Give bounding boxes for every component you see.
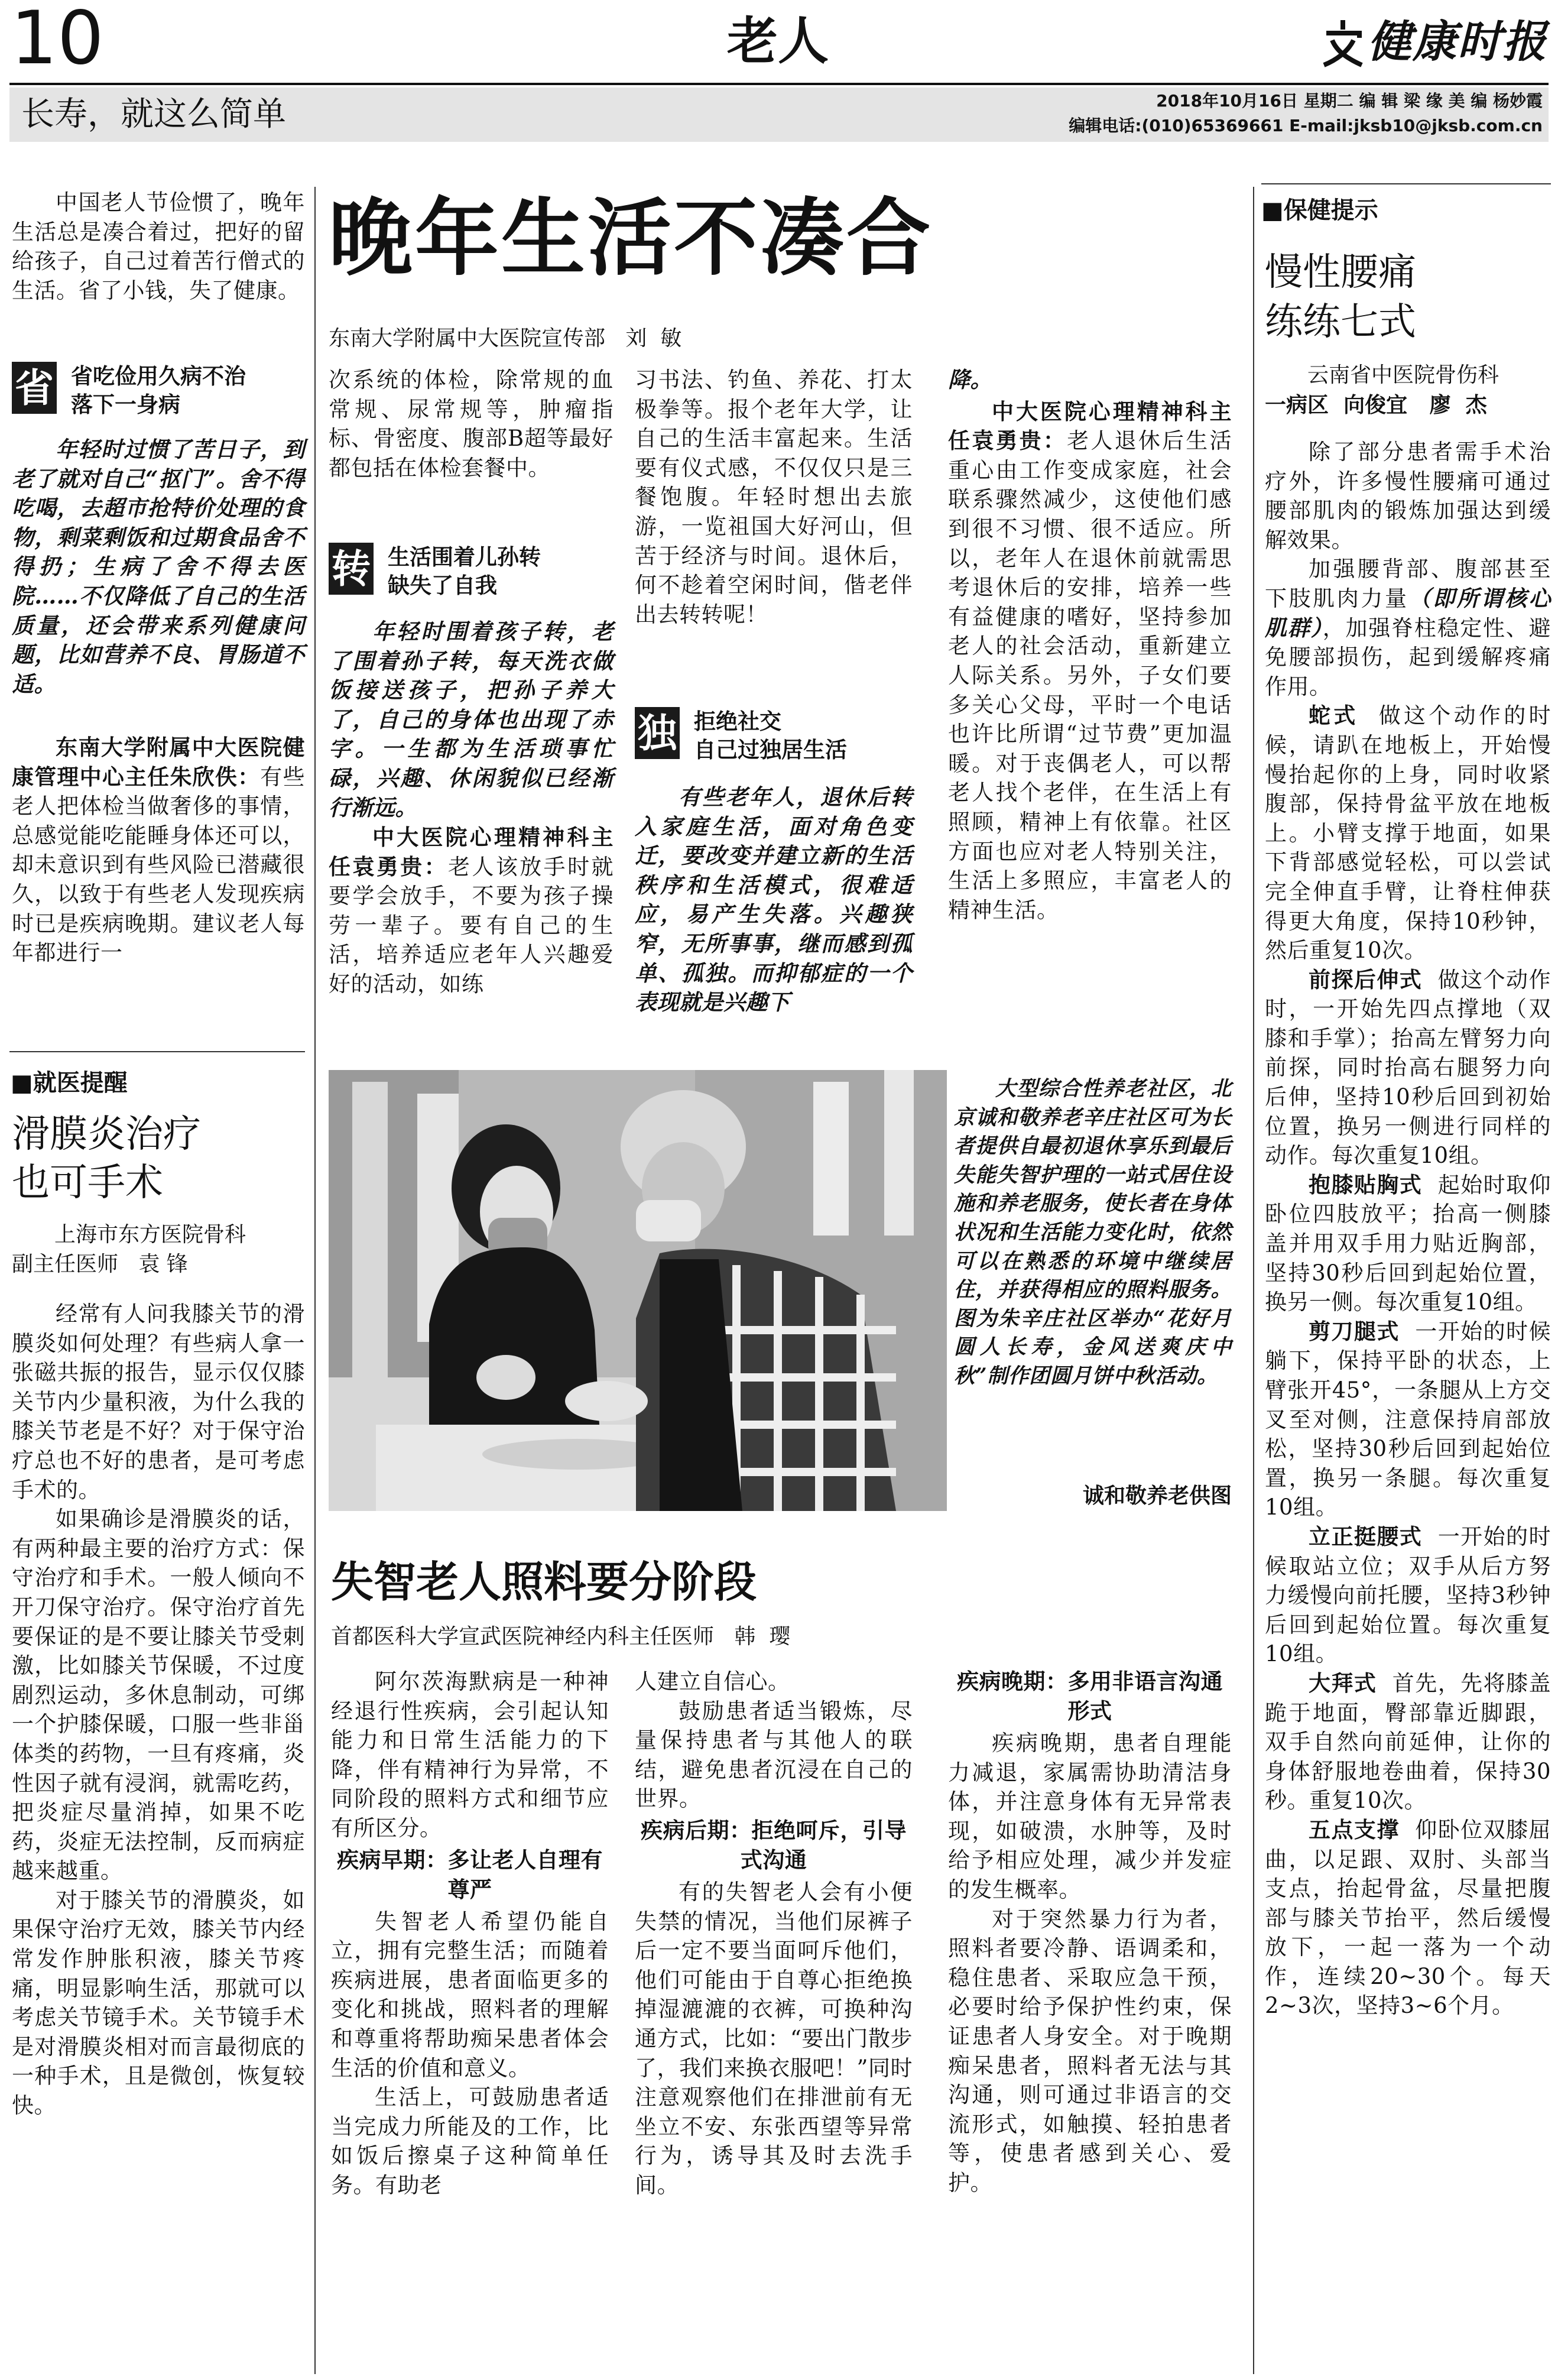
dementia-subhead-late: 疾病后期：拒绝呵斥，引导式沟通 bbox=[641, 1817, 907, 1873]
header-rule bbox=[9, 83, 1549, 85]
backpain-title-2: 练练七式 bbox=[1265, 300, 1416, 344]
expert-3-body: 老人退休后生活重心由工作变成家庭，社会联系骤然减少，这使他们感到很不习惯、很不适应。所以，老年人在退休前就需思考退休后的安排，培养一些有益健康的嗜好，坚持参加老人的社会活动，重新建立人际关系。另外，子女们要多关心父母，平时一个电话也许比所谓“过节费”更加温暖。对于丧偶老人，可以帮老人找个老伴，在生活上有照顾，精神上有依靠。社区方面也应对老人特别关注，生活上多照应，丰富老人的精神生活。 bbox=[948, 428, 1232, 923]
dementia-subhead-final: 疾病晚期：多用非语言沟通形式 bbox=[957, 1669, 1223, 1724]
section-divider bbox=[9, 1051, 305, 1052]
case-3-end: 降。 bbox=[948, 367, 992, 393]
expert-3-name: 中大医院心理精神科主任袁勇贵： bbox=[948, 398, 1232, 454]
backpain-body: 除了部分患者需手术治疗外，许多慢性腰痛可通过腰部肌肉的锻炼加强达到缓解效果。 加强腰背部、腹部甚至下肢肌肉力量（即所谓核心肌群），加强脊柱稳定性、避免腰部损伤，起到缓解疼痛作用。 蛇式 做这个动作的时候，请趴在地板上，开始慢慢抬起你的上身，同时收紧腹部，保持骨盆平放在地板上。小臂支撑于地面，如果下背部感觉轻松，可以尝试完全伸直手臂，让脊柱伸获得更大角度，保持10秒钟，然后重复10次。 前探后伸式 做这个动作时，一开始先四点撑地（双膝和手掌）；抬高左臂努力向前探，同时抬高右腿努力向后伸，坚持10秒后回到初始位置，换另一侧进行同样的动作。每次重复10组。 抱膝贴胸式 起始时取仰卧位四肢放平；抬高一侧膝盖并用双手用力贴近胸部，坚持30秒后回到起始位置，换另一侧。每次重复10组。 剪刀腿式 一开始的时候躺下，保持平卧的状态，上臂张开45°，一条腿从上方交叉至对侧，注意保持肩部放松，坚持30秒后回到起始位置，换另一条腿。每次重复10组。 立正挺腰式 一开始的时候取站立位；双手从后方努力缓慢向前托腰，坚持3秒钟后回到起始位置。每次重复10组。 大拜式 首先，先将膝盖跪于地面，臀部靠近脚跟，双手自然向前延伸，让你的身体舒服地卷曲着，保持30秒。重复10次。 五点支撑 仰卧位双膝屈曲，以足跟、双肘、头部当支点，抬起骨盆，尽量把腹部与膝关节抬平，然后缓慢放下，一起一落为一个动作，连续20~30个。每天2~3次，坚持3~6个月。 bbox=[1265, 439, 1551, 2019]
subhead-1-line-2: 落下一身病 bbox=[71, 392, 180, 417]
subhead-2 bbox=[329, 543, 614, 599]
subhead-1 bbox=[12, 362, 305, 419]
expert-1 bbox=[12, 733, 305, 968]
intro-paragraph: 中国老人节俭惯了，晚年生活总是凑合着过，把好的留给孩子，自己过着苦行僧式的生活。省了小钱，失了健康。 bbox=[12, 190, 305, 303]
dementia-col-3: 疾病晚期：多用非语言沟通形式 疾病晚期，患者自理能力减退，家属需协助清洁身体，并注意身体有无异常表现，如破溃，水肿等，及时给予相应处理，减少并发症的发生概率。 对于突然暴力行为者，照料者要冷静、语调柔和，稳住患者、采取应急干预，必要时给予保护性约束，保证患者人身安全。对于晚期痴呆患者，照料者无法与其沟通，则可通过非语言的交流形式，如触摸、轻拍患者等，使患者感到关心、爱护。 bbox=[948, 1667, 1232, 2198]
column-tagline: 长寿，就这么简单 bbox=[21, 95, 286, 134]
subhead-2-line-2: 缺失了自我 bbox=[388, 573, 497, 598]
tag-medical-tips: ■就医提醒 bbox=[11, 1069, 128, 1097]
column-rule bbox=[314, 187, 316, 2374]
badge-sheng: 省 bbox=[12, 362, 57, 414]
case-3: 有些老年人，退休后转入家庭生活，面对角色变迁，要改变并建立新的生活秩序和生活模式，很难适应，易产生失落。兴趣狭窄，无所事事，继而感到孤单、孤独。而抑郁症的一个表现就是兴趣下 bbox=[635, 784, 913, 1016]
synovitis-title-2: 也可手术 bbox=[12, 1161, 163, 1205]
section-divider bbox=[1261, 183, 1551, 184]
dementia-subhead-early: 疾病早期：多让老人自理有尊严 bbox=[337, 1847, 603, 1902]
column-rule bbox=[1253, 187, 1254, 2374]
move-name: 五点支撑 bbox=[1309, 1816, 1400, 1843]
main-byline: 东南大学附属中大医院宣传部 刘 敏 bbox=[329, 326, 682, 351]
photo-credit: 诚和敬养老供图 bbox=[1082, 1483, 1232, 1508]
photo-caption: 大型综合性养老社区，北京诚和敬养老辛庄社区可为长者提供自最初退休享乐到最后失能失智护理的一站式居住设施和养老服务，使长者在身体状况和生活能力变化时，依然可以在熟悉的环境中继续居住，并获得相应的照料服务。图为朱辛庄社区举办“花好月圆人长寿，金风送爽庆中秋”制作团圆月饼中秋活动。 bbox=[954, 1076, 1232, 1388]
move-name: 抱膝贴胸式 bbox=[1309, 1171, 1423, 1198]
move-name: 立正挺腰式 bbox=[1309, 1523, 1423, 1549]
contact-line: 编辑电话:(010)65369661 E-mail:jksb10@jksb.com.cn bbox=[1069, 116, 1543, 135]
photo-illustration bbox=[329, 1070, 947, 1511]
case-2: 年轻时围着孩子转，老了围着孙子转，每天洗衣做饭接送孩子，把孙子养大了，自己的身体也出现了赤字。一生都为生活琐事忙碌，兴趣、休闲貌似已经渐行渐远。 bbox=[329, 618, 614, 821]
main-col-2-top: 次系统的体检，除常规的血常规、尿常规等，肿瘤指标、骨密度、腹部B超等最好都包括在体检套餐中。 bbox=[329, 367, 614, 481]
expert-1-name: 东南大学附属中大医院健康管理中心主任朱欣佚： bbox=[12, 734, 305, 790]
main-col-3-top: 习书法、钓鱼、养花、打太极拳等。报个老年大学，让自己的生活丰富起来。生活要有仪式感，不仅仅只是三餐饱腹。年轻时想出去旅游，一览祖国大好河山，但苦于经济与时间。退休后，何不趁着空闲时间，偕老伴出去转转呢！ bbox=[635, 367, 913, 627]
subhead-3-line-2: 自己过独居生活 bbox=[694, 737, 847, 763]
subhead-1-line-1: 省吃俭用久病不治 bbox=[71, 364, 246, 389]
synovitis-title-1: 滑膜炎治疗 bbox=[12, 1113, 201, 1156]
dementia-col-1: 阿尔茨海默病是一种神经退行性疾病，会引起认知能力和日常生活能力的下降，伴有精神行为异常，不同阶段的照料方式和细节应有所区分。 疾病早期：多让老人自理有尊严 失智老人希望仍能自立，拥有完整生活；而随着疾病进展，患者面临更多的变化和挑战，照料者的理解和尊重将帮助痴呆患者体会生活的价值和意义。 生活上，可鼓励患者适当完成力所能及的工作，比如饭后擦桌子这种简单任务。有助老 bbox=[331, 1669, 609, 2198]
backpain-byline-2: 一病区 向俊宜 廖 杰 bbox=[1265, 393, 1487, 417]
tag-health-tips: ■保健提示 bbox=[1261, 197, 1378, 224]
date-line: 2018年10月16日 星期二 编 辑 梁 缘 美 编 杨妙霞 bbox=[1156, 91, 1543, 111]
main-title: 晚年生活不凑合 bbox=[329, 189, 933, 287]
synovitis-body: 经常有人问我膝关节的滑膜炎如何处理？有些病人拿一张磁共振的报告，显示仅仅膝关节内少量积液，为什么我的膝关节老是不好？对于保守治疗总也不好的患者，是可考虑手术的。 如果确诊是滑膜炎的话，有两种最主要的治疗方式：保守治疗和手术。一般人倾向不开刀保守治疗。保守治疗首先要保证的是不要让膝关节受刺激，比如膝关节保暖，不过度剧烈运动，多休息制动，可绑一个护膝保暖，口服一些非甾体类的药物，一旦有疼痛，炎性因子就有浸润，就需吃药，把炎症尽量消掉，如果不吃药，炎症无法控制，反而病症越来越重。 对于膝关节的滑膜炎，如果保守治疗无效，膝关节内经常发作肿胀积液，膝关节疼痛，明显影响生活，那就可以考虑关节镜手术。关节镜手术是对滑膜炎相对而言最彻底的一种手术，且是微创，恢复较快。 bbox=[12, 1301, 305, 2119]
main-col-4 bbox=[948, 365, 1232, 925]
synovitis-byline-1: 上海市东方医院骨科 bbox=[54, 1223, 246, 1247]
masthead-icon bbox=[1319, 17, 1367, 70]
dementia-byline: 首都医科大学宣武医院神经内科主任医师 韩 璎 bbox=[331, 1625, 791, 1649]
move-name: 蛇式 bbox=[1309, 702, 1359, 729]
dementia-title: 失智老人照料要分阶段 bbox=[331, 1557, 757, 1607]
move-name: 剪刀腿式 bbox=[1309, 1318, 1400, 1344]
dementia-col-2: 人建立自信心。 鼓励患者适当锻炼，尽量保持患者与其他人的联结，避免患者沉浸在自己的世界。 疾病后期：拒绝呵斥，引导式沟通 有的失智老人会有小便失禁的情况，当他们尿裤子后一定不要当面呵斥他们，他们可能由于自尊心拒绝换掉湿漉漉的衣裤，可换种沟通方式，比如：“要出门散步了，我们来换衣服吧！”同时注意观察他们在排泄前有无坐立不安、东张西望等异常行为，诱导其及时去洗手间。 bbox=[635, 1669, 913, 2198]
badge-zhuan: 转 bbox=[329, 543, 374, 595]
subhead-2-line-1: 生活围着儿孙转 bbox=[388, 544, 541, 570]
backpain-byline-1: 云南省中医院骨伤科 bbox=[1307, 363, 1499, 387]
move-name: 前探后伸式 bbox=[1309, 966, 1423, 993]
case-1: 年轻时过惯了苦日子，到老了就对自己“抠门”。舍不得吃喝，去超市抢特价处理的食物，剩菜剩饭和过期食品舍不得扔；生病了舍不得去医院……不仅降低了自己的生活质量，还会带来系列健康问题，比如营养不良、胃肠道不适。 bbox=[12, 436, 305, 697]
section-title: 老人 bbox=[727, 12, 829, 71]
backpain-title-1: 慢性腰痛 bbox=[1265, 251, 1416, 294]
masthead-logo bbox=[1319, 13, 1550, 72]
expert-1-body: 有些老人把体检当做奢侈的事情，总感觉能吃能睡身体还可以，却未意识到有些风险已潜藏很久，以致于有些老人发现疾病时已是疾病晚期。建议老人每年都进行一 bbox=[12, 764, 306, 966]
move-name: 大拜式 bbox=[1309, 1669, 1377, 1696]
synovitis-byline-2: 副主任医师 袁 锋 bbox=[12, 1252, 188, 1276]
subhead-3-line-1: 拒绝社交 bbox=[694, 709, 781, 734]
expert-2-name: 中大医院心理精神科主任袁勇贵： bbox=[329, 824, 614, 880]
masthead-text: 健康时报 bbox=[1368, 17, 1547, 67]
photo bbox=[329, 1070, 947, 1511]
badge-du: 独 bbox=[635, 707, 680, 759]
expert-2 bbox=[329, 823, 614, 999]
page-number: 10 bbox=[11, 0, 104, 81]
expert-2-body: 老人该放手时就要学会放手，不要为孩子操劳一辈子。要有自己的生活，培养适应老年人兴趣爱好的活动，如练 bbox=[329, 854, 614, 997]
subhead-3 bbox=[635, 707, 913, 764]
